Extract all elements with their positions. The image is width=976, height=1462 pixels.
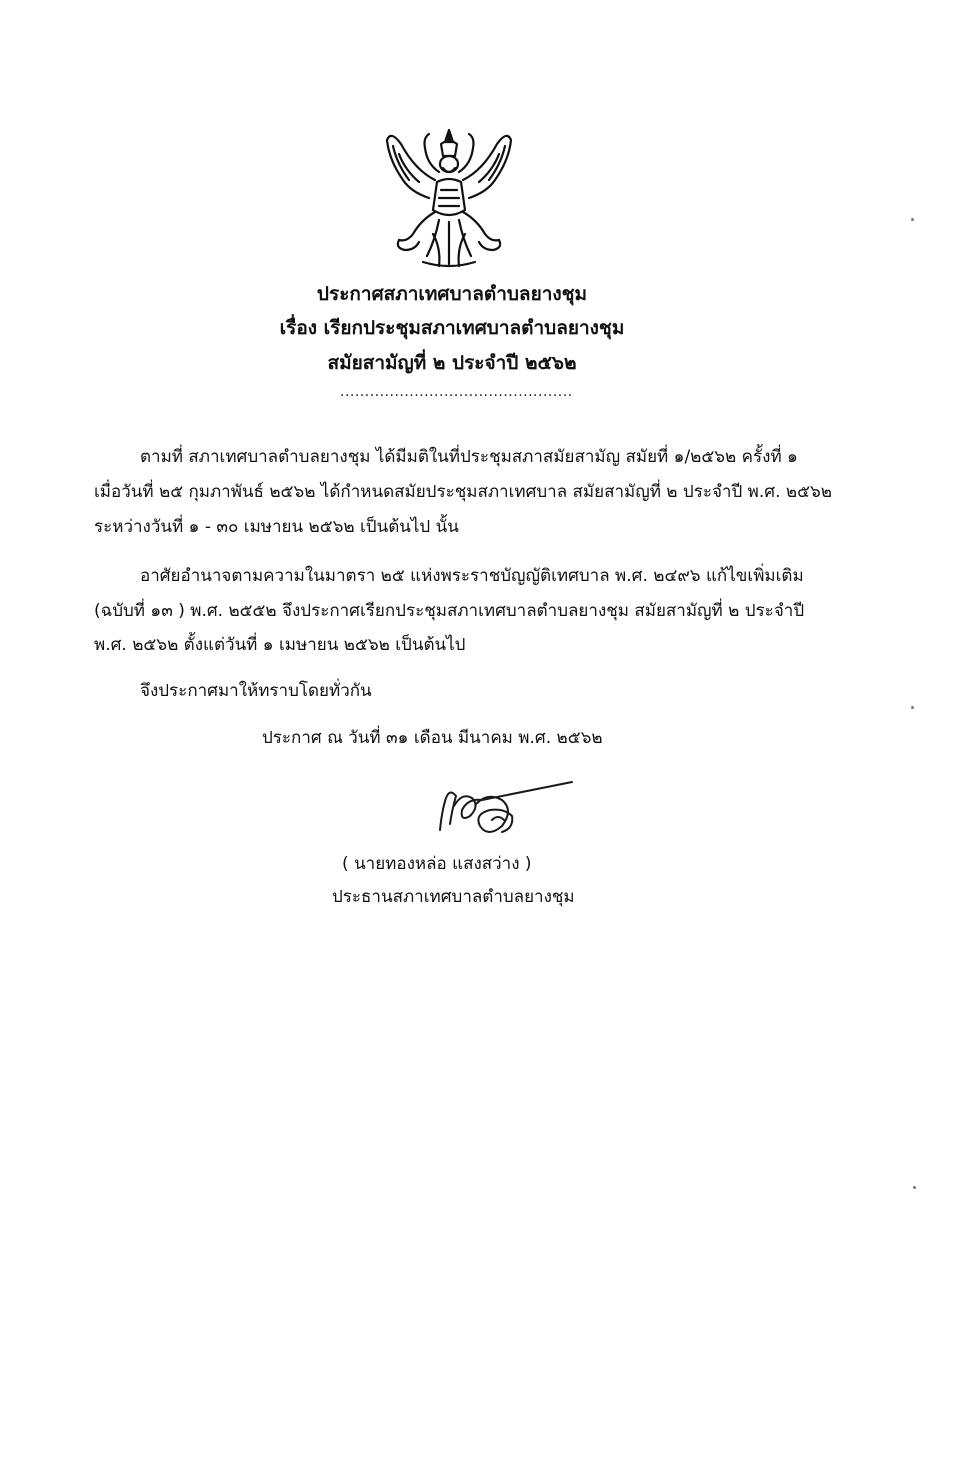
garuda-emblem-icon (378, 124, 520, 274)
handwritten-signature (432, 780, 577, 840)
announcement-subject: เรื่อง เรียกประชุมสภาเทศบาลตำบลยางชุม (279, 317, 625, 339)
scan-speck (913, 1186, 916, 1189)
signatory-position: ประธานสภาเทศบาลตำบลยางชุม (332, 887, 575, 907)
paragraph-1-line-2: เมื่อวันที่ ๒๕ กุมภาพันธ์ ๒๕๖๒ ได้กำหนดสมัยประชุมสภาเทศบาล สมัยสามัญที่ ๒ ประจำปี พ.ศ. ๒๕๖๒ (94, 482, 832, 502)
closing-statement: จึงประกาศมาให้ทราบโดยทั่วกัน (140, 681, 372, 701)
paragraph-1-line-3: ระหว่างวันที่ ๑ - ๓๐ เมษายน ๒๕๖๒ เป็นต้นไป นั้น (94, 517, 459, 537)
paragraph-2-line-1: อาศัยอำนาจตามความในมาตรา ๒๕ แห่งพระราชบัญญัติเทศบาล พ.ศ. ๒๔๙๖ แก้ไขเพิ่มเติม (140, 566, 804, 586)
announcement-date: ประกาศ ณ วันที่ ๓๑ เดือน มีนาคม พ.ศ. ๒๕๖๒ (262, 728, 603, 748)
paragraph-1-line-1: ตามที่ สภาเทศบาลตำบลยางชุม ได้มีมติในที่ประชุมสภาสมัยสามัญ สมัยที่ ๑/๒๕๖๒ ครั้งที่ ๑ (140, 447, 798, 467)
scan-speck (911, 706, 914, 709)
signatory-name: ( นายทองหล่อ แสงสว่าง ) (342, 854, 532, 874)
paragraph-2-line-2: (ฉบับที่ ๑๓ ) พ.ศ. ๒๕๕๒ จึงประกาศเรียกประชุมสภาเทศบาลตำบลยางชุม สมัยสามัญที่ ๒ ประจำปี (94, 601, 805, 621)
separator-dots: ............................................... (340, 384, 573, 400)
announcement-title: ประกาศสภาเทศบาลตำบลยางชุม (316, 283, 588, 305)
paragraph-2-line-3: พ.ศ. ๒๕๖๒ ตั้งแต่วันที่ ๑ เมษายน ๒๕๖๒ เป็นต้นไป (94, 635, 466, 655)
scan-speck (911, 218, 914, 221)
session-title: สมัยสามัญที่ ๒ ประจำปี ๒๕๖๒ (327, 352, 577, 374)
